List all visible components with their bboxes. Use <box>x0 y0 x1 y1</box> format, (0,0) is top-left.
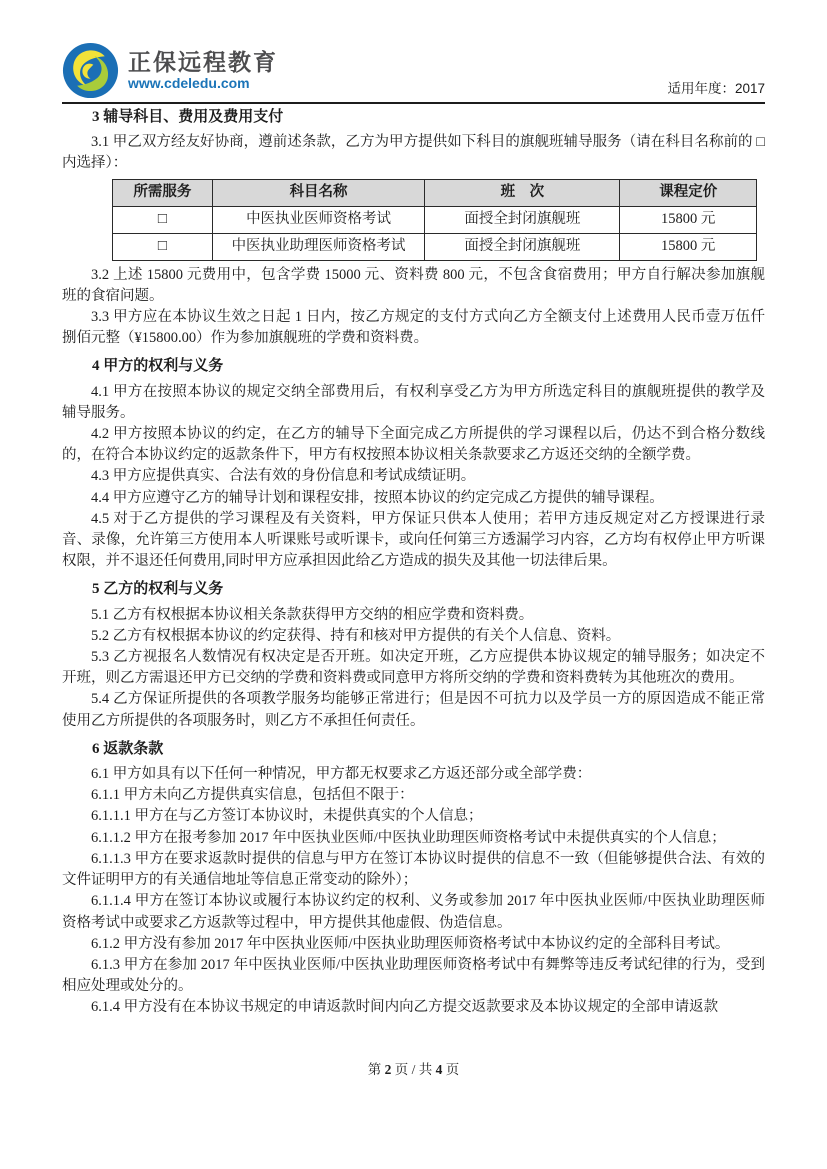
clause-4-2: 4.2 甲方按照本协议的约定，在乙方的辅导下全面完成乙方所提供的学习课程以后，仍达不到合格分数线的，在符合本协议约定的返款条件下，甲方有权按照本协议相关条款要求乙方返还交纳的全额学费。 <box>62 426 765 464</box>
col-header-class: 班 次 <box>425 179 620 206</box>
brand <box>62 42 278 99</box>
table-row <box>113 206 757 233</box>
clause-6-1-1-4: 6.1.1.4 甲方在签订本协议或履行本协议约定的权利、义务或参加 2017 年中医执业医师/中医执业助理医师资格考试中或要求乙方返款等过程中，甲方提供其他虚假、伪造信息。 <box>62 893 765 931</box>
clause-6-1-1-2: 6.1.1.2 甲方在报考参加 2017 年中医执业医师/中医执业助理医师资格考试中未提供真实的个人信息； <box>91 829 726 846</box>
subject-cell: 中医执业医师资格考试 <box>212 206 425 233</box>
section-4-heading: 4 甲方的权利与义务 <box>92 358 224 375</box>
brand-url: www.cdeledu.com <box>128 75 250 91</box>
col-header-subject: 科目名称 <box>212 179 425 206</box>
clause-6-1: 6.1 甲方如具有以下任何一种情况，甲方都无权要求乙方返还部分或全部学费： <box>91 766 592 783</box>
course-selection-table <box>112 179 757 261</box>
clause-6-1-1-1: 6.1.1.1 甲方在与乙方签订本协议时，未提供真实的个人信息； <box>91 808 483 825</box>
footer-prefix: 第 <box>367 1062 385 1077</box>
col-header-service: 所需服务 <box>113 179 213 206</box>
clause-5-4: 5.4 乙方保证所提供的各项教学服务均能够正常进行；但是因不可抗力以及学员一方的原因造成不能正常使用乙方所提供的各项服务时，则乙方不承担任何责任。 <box>62 691 765 729</box>
clause-6-1-2: 6.1.2 甲方没有参加 2017 年中医执业医师/中医执业助理医师资格考试中本协议约定的全部科目考试。 <box>91 935 730 952</box>
table-row <box>113 233 757 260</box>
price-cell: 15800 元 <box>620 233 757 260</box>
page-header <box>62 0 765 104</box>
price-cell: 15800 元 <box>620 206 757 233</box>
col-header-price: 课程定价 <box>620 179 757 206</box>
table-header-row <box>113 179 757 206</box>
total-page-number: 4 <box>435 1062 443 1077</box>
checkbox-icon: □ <box>157 211 167 227</box>
clause-6-1-1-3: 6.1.1.3 甲方在要求返款时提供的信息与甲方在签订本协议时提供的信息不一致（但能够提供合法、有效的文件证明甲方的有关通信地址等信息正常变动的除外）； <box>62 850 765 889</box>
clause-4-3: 4.3 甲方应提供真实、合法有效的身份信息和考试成绩证明。 <box>91 468 476 485</box>
contract-body <box>62 107 765 1019</box>
clause-6-1-1: 6.1.1 甲方未向乙方提供真实信息，包括但不限于： <box>91 787 414 804</box>
page-number-footer <box>0 1058 827 1078</box>
clause-4-5: 4.5 对于乙方提供的学习课程及有关资料，甲方保证只供本人使用；若甲方违反规定对乙方授课进行录音、录像，允许第三方使用本人听课账号或听课卡，或向任何第三方透漏学习内容，乙方均有权停止甲方听课权限，并不退还任何费用,同时甲方应承担因此给乙方造成的损失及其他一切法律后果。 <box>62 510 765 570</box>
brand-name: 正保远程教育 <box>128 49 278 75</box>
clause-3-2: 3.2 上述 15800 元费用中，包含学费 15000 元、资料费 800 元，不包含食宿费用；甲方自行解决参加旗舰班的食宿问题。 <box>62 266 765 304</box>
brand-logo-icon <box>62 42 119 99</box>
clause-6-1-3: 6.1.3 甲方在参加 2017 年中医执业医师/中医执业助理医师资格考试中有舞弊等违反考试纪律的行为，受到相应处理或处分的。 <box>62 956 765 995</box>
applicable-year-label: 适用年度：2017 <box>667 81 765 96</box>
class-type-cell: 面授全封闭旗舰班 <box>425 233 620 260</box>
subject-cell: 中医执业助理医师资格考试 <box>212 233 425 260</box>
clause-6-1-4: 6.1.4 甲方没有在本协议书规定的申请返款时间内向乙方提交返款要求及本协议规定的全部申请返款 <box>91 999 719 1016</box>
clause-5-1: 5.1 乙方有权根据本协议相关条款获得甲方交纳的相应学费和资料费。 <box>91 606 534 623</box>
section-3-heading: 3 辅导科目、费用及费用支付 <box>92 109 284 125</box>
current-page-number: 2 <box>384 1062 392 1077</box>
section-5-heading: 5 乙方的权利与义务 <box>92 581 224 598</box>
class-type-cell: 面授全封闭旗舰班 <box>425 206 620 233</box>
footer-suffix: 页 <box>442 1062 460 1077</box>
clause-3-1: 3.1 甲乙双方经友好协商，遵前述条款，乙方为甲方提供如下科目的旗舰班辅导服务（请在科目名称前的 □ 内选择）： <box>62 134 765 172</box>
clause-5-3: 5.3 乙方视报名人数情况有权决定是否开班。如决定开班，乙方应提供本协议规定的辅导服务；如决定不开班，则乙方需退还甲方已交纳的学费和资料费或同意甲方将所交纳的学费和资料费转为其他班次的费用。 <box>62 649 765 687</box>
section-6-heading: 6 返款条款 <box>92 740 164 757</box>
clause-4-4: 4.4 甲方应遵守乙方的辅导计划和课程安排，按照本协议的约定完成乙方提供的辅导课程。 <box>91 489 664 506</box>
clause-4-1: 4.1 甲方在按照本协议的规定交纳全部费用后，有权利享受乙方为甲方所选定科目的旗舰班提供的教学及辅导服务。 <box>62 383 765 421</box>
clause-3-3: 3.3 甲方应在本协议生效之日起 1 日内，按乙方规定的支付方式向乙方全额支付上述费用人民币壹万伍仟捌佰元整（¥15800.00）作为参加旗舰班的学费和资料费。 <box>62 309 765 347</box>
brand-text <box>128 49 278 92</box>
footer-mid: 页 / 共 <box>391 1062 436 1077</box>
checkbox-icon: □ <box>157 238 167 254</box>
clause-5-2: 5.2 乙方有权根据本协议的约定获得、持有和核对甲方提供的有关个人信息、资料。 <box>91 627 621 644</box>
